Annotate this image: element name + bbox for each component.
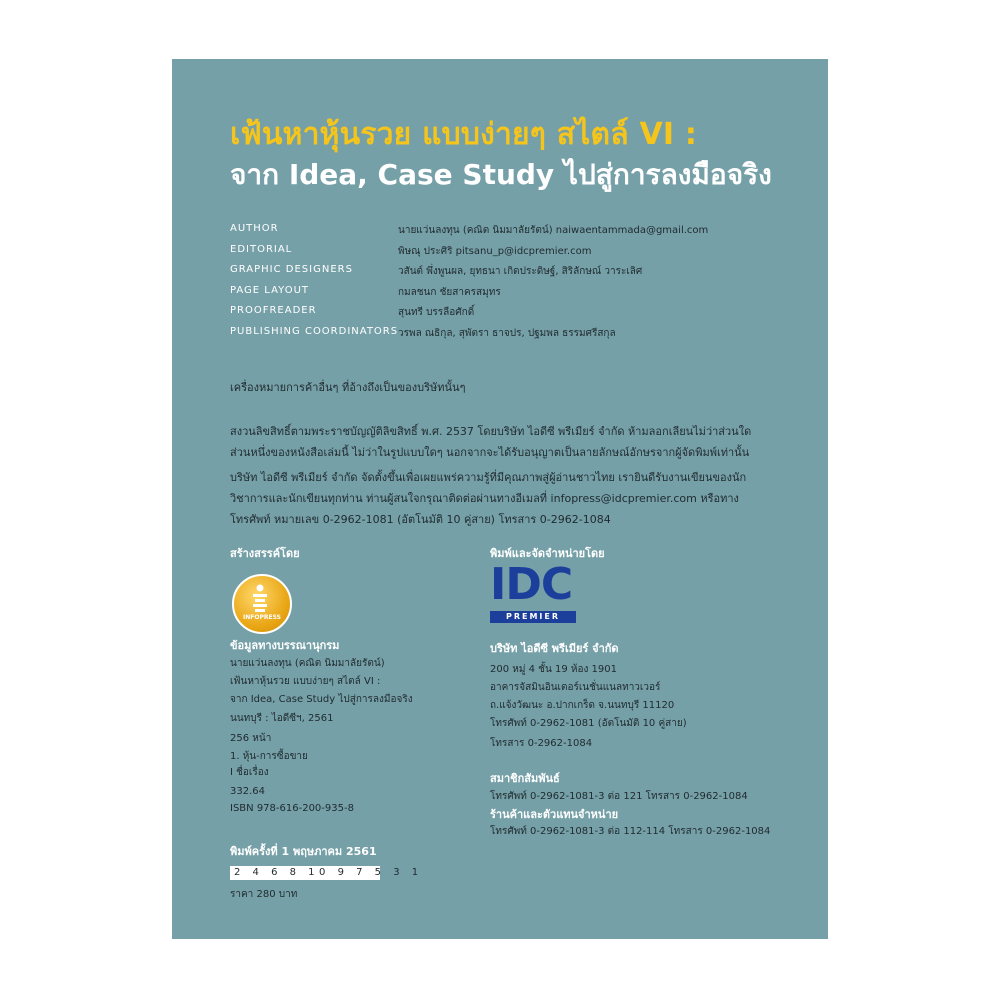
catalog-line: เฟ้นหาหุ้นรวย แบบง่ายๆ สไตล์ VI : xyxy=(230,676,381,687)
credit-name: วรพล ณธิกุล, สุพัตรา ธาจปร, ปฐมพล ธรรมศรีสกุล xyxy=(398,327,616,339)
published-by-heading: พิมพ์และจัดจำหน่ายโดย xyxy=(490,547,605,560)
book-title-line1: เฟ้นหาหุ้นรวย แบบง่ายๆ สไตล์ VI : xyxy=(230,117,698,152)
created-by-heading: สร้างสรรค์โดย xyxy=(230,547,300,560)
copyright-notice: สงวนลิขสิทธิ์ตามพระราชบัญญัติลิขสิทธิ์ พ.ศ. 2537 โดยบริษัท ไอดีซี พรีเมียร์ จำกัด ห้ามลอกเลียนไม่ว่าส่วนใดส่วนหนึ่งของหนังสือเล่มนี้ ไม่ว่าในรูปแบบใดๆ นอกจากจะได้รับอนุญาตเป็นลายลักษณ์อักษรจากผู้จัดพิมพ์เท่านั้น xyxy=(230,425,752,459)
catalog-line: นนทบุรี : ไอดีซีฯ, 2561 xyxy=(230,713,334,724)
book-title-line2: จาก Idea, Case Study ไปสู่การลงมือจริง xyxy=(230,158,772,191)
credit-name: นายแว่นลงทุน (คณิต นิมมาลัยรัตน์) naiwaentammada@gmail.com xyxy=(398,225,709,236)
credit-name: สุนทรี บรรลือศักดิ์ xyxy=(398,307,475,318)
address-line: โทรศัพท์ 0-2962-1081 (อัตโนมัติ 10 คู่สาย) xyxy=(490,718,687,729)
members-contact: โทรศัพท์ 0-2962-1081-3 ต่อ 121 โทรสาร 0-2962-1084 xyxy=(490,791,748,802)
catalog-line: จาก Idea, Case Study ไปสู่การลงมือจริง xyxy=(230,694,413,705)
members-heading: สมาชิกสัมพันธ์ xyxy=(490,772,560,785)
idc-logo-subtext: PREMIER xyxy=(490,611,576,623)
credit-role: PUBLISHING COORDINATORS xyxy=(230,325,399,337)
infopress-emblem-icon xyxy=(248,584,272,614)
idc-logo-text: IDC xyxy=(490,559,573,610)
price-label: ราคา 280 บาท xyxy=(230,889,298,900)
infopress-logo xyxy=(232,574,292,634)
publisher-name: บริษัท ไอดีซี พรีเมียร์ จำกัด xyxy=(490,642,619,655)
infopress-logo-text: INFOPRESS xyxy=(243,614,281,621)
credit-name: กมลชนก ชัยสาครสมุทร xyxy=(398,286,501,298)
print-number-line: 2 4 6 8 10 9 7 5 3 1 xyxy=(230,866,380,880)
dealers-contact: โทรศัพท์ 0-2962-1081-3 ต่อ 112-114 โทรสาร 0-2962-1084 xyxy=(490,826,771,837)
credit-name: พิษณุ ประศิริ pitsanu_p@idcpremier.com xyxy=(398,245,592,257)
credit-role: GRAPHIC DESIGNERS xyxy=(230,264,353,275)
catalog-line: นายแว่นลงทุน (คณิต นิมมาลัยรัตน์) xyxy=(230,658,385,669)
edition-label: พิมพ์ครั้งที่ 1 พฤษภาคม 2561 xyxy=(230,845,377,858)
address-line: 200 หมู่ 4 ชั้น 19 ห้อง 1901 xyxy=(490,664,617,675)
catalog-line: 256 หน้า xyxy=(230,733,272,744)
catalog-line: 1. หุ้น-การซื้อขาย xyxy=(230,751,308,762)
address-line: อาคารจัสมินอินเตอร์เนชั่นแนลทาวเวอร์ xyxy=(490,682,661,693)
catalog-line: 332.64 xyxy=(230,786,265,797)
credit-name: วสันต์ พึ่งพูนผล, ยุทธนา เกิดประดิษฐ์, สิริลักษณ์ วาระเลิศ xyxy=(398,266,643,277)
catalog-heading: ข้อมูลทางบรรณานุกรม xyxy=(230,639,340,652)
credit-role: AUTHOR xyxy=(230,223,279,234)
catalog-line: I ชื่อเรื่อง xyxy=(230,767,269,778)
address-line: โทรสาร 0-2962-1084 xyxy=(490,738,593,749)
publisher-about: บริษัท ไอดีซี พรีเมียร์ จำกัด จัดตั้งขึ้นเพื่อเผยแพร่ความรู้ที่มีคุณภาพสู่ผู้อ่านชาวไทย เรายินดีรับงานเขียนของนักวิชาการและนักเขียนทุกท่าน ท่านผู้สนใจกรุณาติดต่อผ่านทางอีเมลที่ infopress@idcpremier.com หรือทางโทรศัพท์ หมายเลข 0-2962-1081 (อัตโนมัติ 10 คู่สาย) โทรสาร 0-2962-1084 xyxy=(230,471,747,526)
catalog-line: ISBN 978-616-200-935-8 xyxy=(230,803,354,814)
credit-role: PROOFREADER xyxy=(230,305,317,316)
credit-role: PAGE LAYOUT xyxy=(230,284,310,296)
dealers-heading: ร้านค้าและตัวแทนจำหน่าย xyxy=(490,808,619,821)
credit-role: EDITORIAL xyxy=(230,243,293,255)
idc-premier-logo xyxy=(490,559,576,627)
trademark-notice: เครื่องหมายการค้าอื่นๆ ที่อ้างถึงเป็นของบริษัทนั้นๆ xyxy=(230,381,466,394)
address-line: ถ.แจ้งวัฒนะ อ.ปากเกร็ด จ.นนทบุรี 11120 xyxy=(490,700,675,711)
copyright-page xyxy=(172,59,828,939)
